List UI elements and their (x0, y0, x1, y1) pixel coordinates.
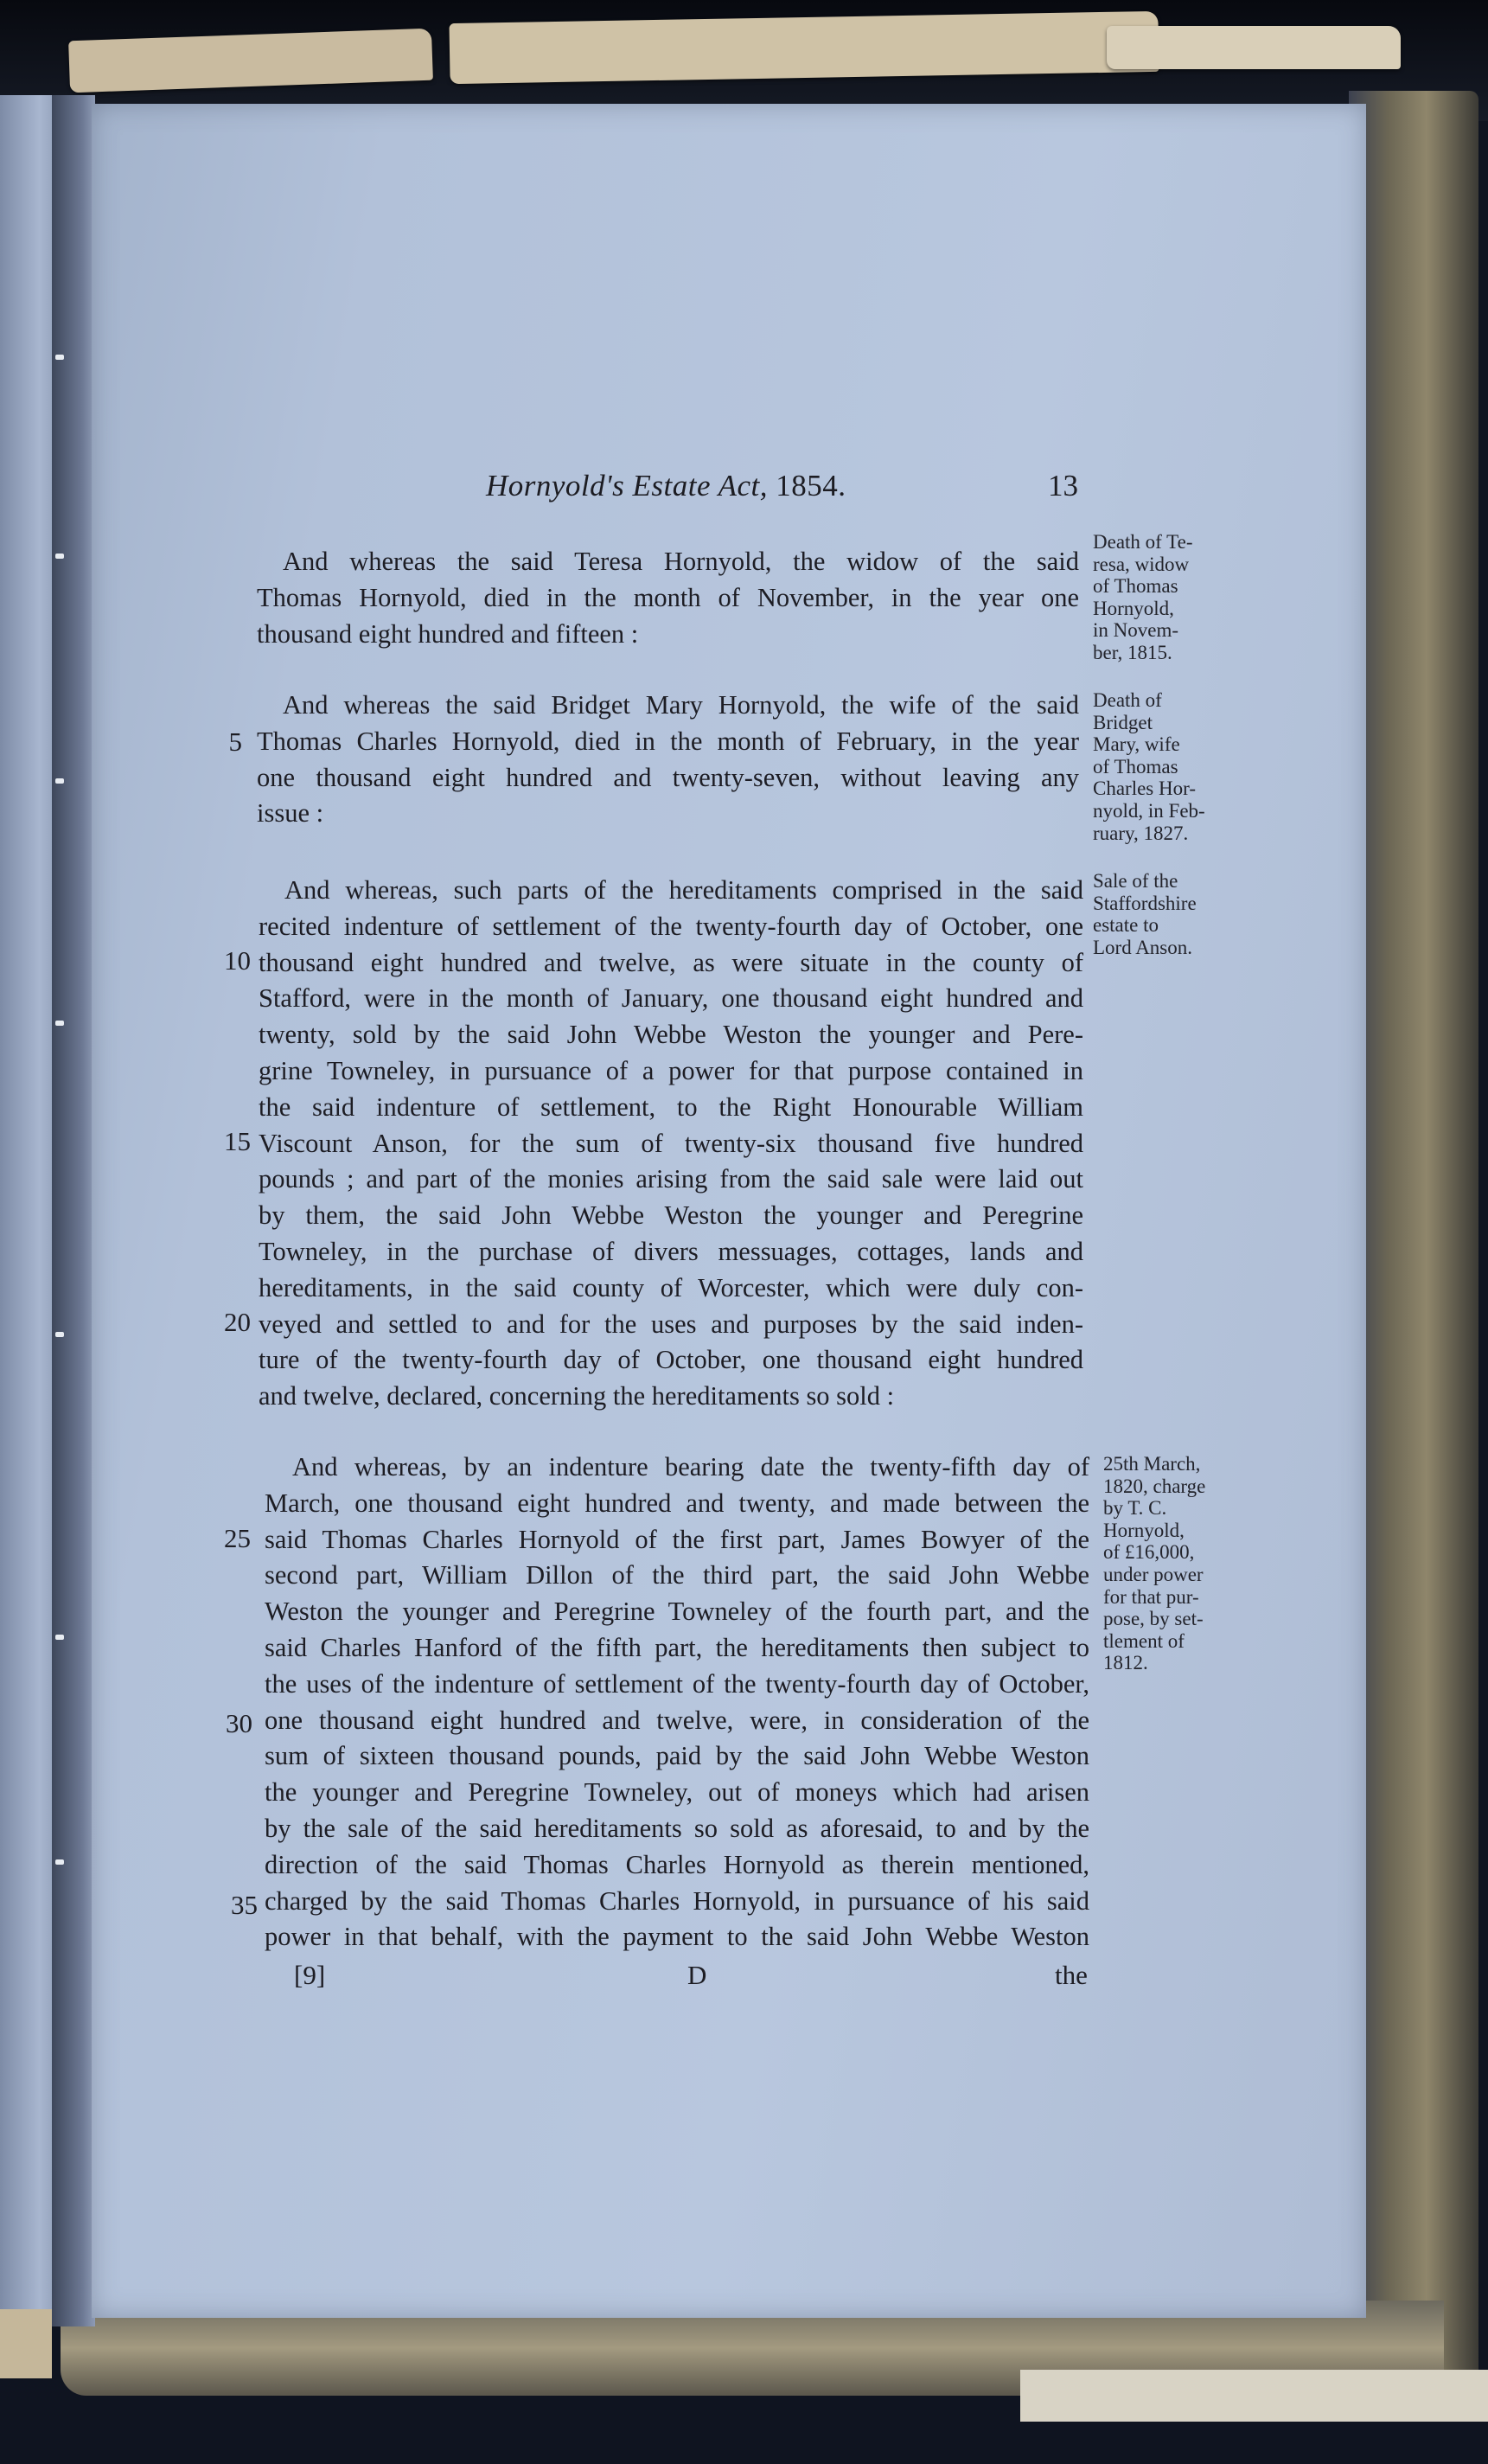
margin-note-line: Hornyold, (1103, 1519, 1185, 1541)
margin-note-line: 1812. (1103, 1652, 1148, 1674)
margin-note-line: Mary, wife (1093, 733, 1180, 756)
line-number: 15 (224, 1126, 251, 1156)
text-line: Thomas Charles Hornyold, died in the month of February, in the year (257, 726, 1079, 756)
margin-note-line: Lord Anson. (1093, 936, 1192, 958)
margin-note-line: Hornyold, (1093, 597, 1174, 619)
margin-note-line: under power (1103, 1563, 1204, 1585)
margin-note-line: estate to (1093, 914, 1159, 937)
text-line: grine Towneley, in pursuance of a power for that purpose contained in (259, 1055, 1083, 1085)
header-year: 1854. (776, 469, 846, 502)
text-line: power in that behalf, with the payment to the said John Webbe Weston (265, 1922, 1089, 1952)
margin-note-line: Death of (1093, 689, 1162, 711)
torn-paper-edge (1107, 26, 1401, 69)
binding-stitch (55, 1021, 64, 1026)
text-line: the younger and Peregrine Towneley, out of moneys which had arisen (265, 1777, 1089, 1808)
loose-paper (1020, 2370, 1488, 2422)
text-line: by the sale of the said hereditaments so sold as aforesaid, to and by the (265, 1813, 1089, 1843)
header-title: Hornyold's Estate Act, 1854. (486, 469, 846, 502)
margin-note-line: ruary, 1827. (1093, 822, 1189, 844)
page-stack-edge (1349, 91, 1478, 2391)
margin-note-line: Sale of the (1093, 870, 1178, 892)
catchword: the (1055, 1960, 1088, 1990)
margin-note-line: resa, widow (1093, 553, 1190, 575)
text-line: and twelve, declared, concerning the hereditaments so sold : (259, 1381, 895, 1411)
margin-note-charge (1103, 1453, 1205, 1674)
book-gutter (52, 95, 95, 2326)
margin-note-line: pose, by set- (1103, 1608, 1204, 1630)
text-line: And whereas the said Bridget Mary Hornyold, the wife of the said (283, 690, 1079, 720)
text-line: thousand eight hundred and fifteen : (257, 618, 639, 649)
text-line: second part, William Dillon of the third part, the said John Webbe (265, 1560, 1089, 1590)
margin-note-stafford (1093, 870, 1197, 958)
margin-note-line: Death of Te- (1093, 531, 1193, 553)
text-line: one thousand eight hundred and twelve, were, in consideration of the (265, 1705, 1089, 1735)
running-header (259, 465, 1081, 517)
text-line: And whereas the said Teresa Hornyold, the widow of the said (283, 547, 1079, 576)
binding-stitch (55, 1859, 64, 1865)
paragraph-stafford-sale (259, 873, 1083, 1415)
signature-mark: D (687, 1960, 707, 1990)
text-line: the said indenture of settlement, to the Right Honourable William (259, 1091, 1083, 1122)
margin-note-line: for that pur- (1103, 1585, 1199, 1608)
margin-note-line: of Thomas (1093, 575, 1178, 598)
text-line: hereditaments, in the said county of Worcester, which were duly con- (259, 1272, 1083, 1302)
text-line: pounds ; and part of the monies arising from the said sale were laid out (259, 1164, 1083, 1194)
text-line: And whereas, such parts of the hereditaments comprised in the said (284, 875, 1083, 905)
binding-stitch (55, 1332, 64, 1337)
facing-page-edge (0, 2309, 52, 2378)
text-line: March, one thousand eight hundred and twenty, and made between the (265, 1488, 1089, 1518)
line-number: 5 (228, 726, 242, 757)
text-line: Viscount Anson, for the sum of twenty-six thousand five hundred (259, 1128, 1083, 1158)
binding-stitch (55, 778, 64, 784)
text-line: the uses of the indenture of settlement of the twenty-fourth day of October, (265, 1668, 1089, 1699)
binding-stitch (55, 1635, 64, 1640)
torn-paper-edge (449, 11, 1159, 84)
margin-note-line: tlement of (1103, 1629, 1185, 1652)
line-number: 30 (226, 1708, 252, 1738)
text-line: veyed and settled to and for the uses and purposes by the said inden- (259, 1309, 1083, 1339)
paragraph-indenture-charge (265, 1450, 1089, 1955)
margin-note-line: ber, 1815. (1093, 641, 1172, 663)
margin-note-line: 25th March, (1103, 1453, 1201, 1475)
margin-note-bridget (1093, 689, 1205, 844)
margin-note-teresa (1093, 531, 1192, 664)
page-number: 13 (1048, 469, 1078, 502)
margin-note-line: of Thomas (1093, 755, 1178, 778)
text-line: said Thomas Charles Hornyold of the first part, James Bowyer of the (265, 1524, 1089, 1554)
line-number: 25 (224, 1523, 251, 1553)
text-line: thousand eight hundred and twelve, as were situate in the county of (259, 947, 1083, 977)
text-line: direction of the said Thomas Charles Hornyold as therein mentioned, (265, 1849, 1089, 1879)
margin-note-line: in Novem- (1093, 619, 1179, 642)
text-line: said Charles Hanford of the fifth part, the hereditaments then subject to (265, 1632, 1089, 1662)
margin-note-line: Charles Hor- (1093, 778, 1196, 800)
text-line: Towneley, in the purchase of divers messuages, cottages, lands and (259, 1236, 1083, 1266)
text-line: And whereas, by an indenture bearing date the twenty-fifth day of (292, 1452, 1089, 1482)
line-number: 10 (224, 945, 251, 976)
line-number: 35 (231, 1890, 258, 1920)
text-line: Stafford, were in the month of January, one thousand eight hundred and (259, 983, 1083, 1014)
binding-stitch (55, 355, 64, 360)
margin-note-line: 1820, charge (1103, 1475, 1206, 1497)
text-line: one thousand eight hundred and twenty-seven, without leaving any (257, 762, 1079, 792)
text-line: charged by the said Thomas Charles Hornyold, in pursuance of his said (265, 1885, 1089, 1916)
margin-note-line: Staffordshire (1093, 892, 1197, 914)
sheet-number: [9] (294, 1960, 326, 1990)
text-line: ture of the twenty-fourth day of October, one thousand eight hundred (259, 1345, 1083, 1375)
text-line: Weston the younger and Peregrine Towneley of the fourth part, and the (265, 1597, 1089, 1627)
margin-note-line: nyold, in Feb- (1093, 799, 1205, 822)
paragraph-teresa-death (257, 544, 1079, 652)
text-line: issue : (257, 798, 324, 829)
text-line: by them, the said John Webbe Weston the younger and Peregrine (259, 1200, 1083, 1231)
margin-note-line: Bridget (1093, 711, 1153, 733)
binding-stitch (55, 554, 64, 559)
margin-note-line: of £16,000, (1103, 1541, 1195, 1564)
paragraph-bridget-death (257, 688, 1079, 832)
margin-note-line: by T. C. (1103, 1497, 1167, 1520)
text-line: recited indenture of settlement of the twenty-fourth day of October, one (259, 911, 1083, 941)
text-line: sum of sixteen thousand pounds, paid by the said John Webbe Weston (265, 1741, 1089, 1771)
text-line: twenty, sold by the said John Webbe Weston the younger and Pere- (259, 1020, 1083, 1050)
line-number: 20 (224, 1307, 251, 1337)
text-line: Thomas Hornyold, died in the month of November, in the year one (257, 582, 1079, 612)
